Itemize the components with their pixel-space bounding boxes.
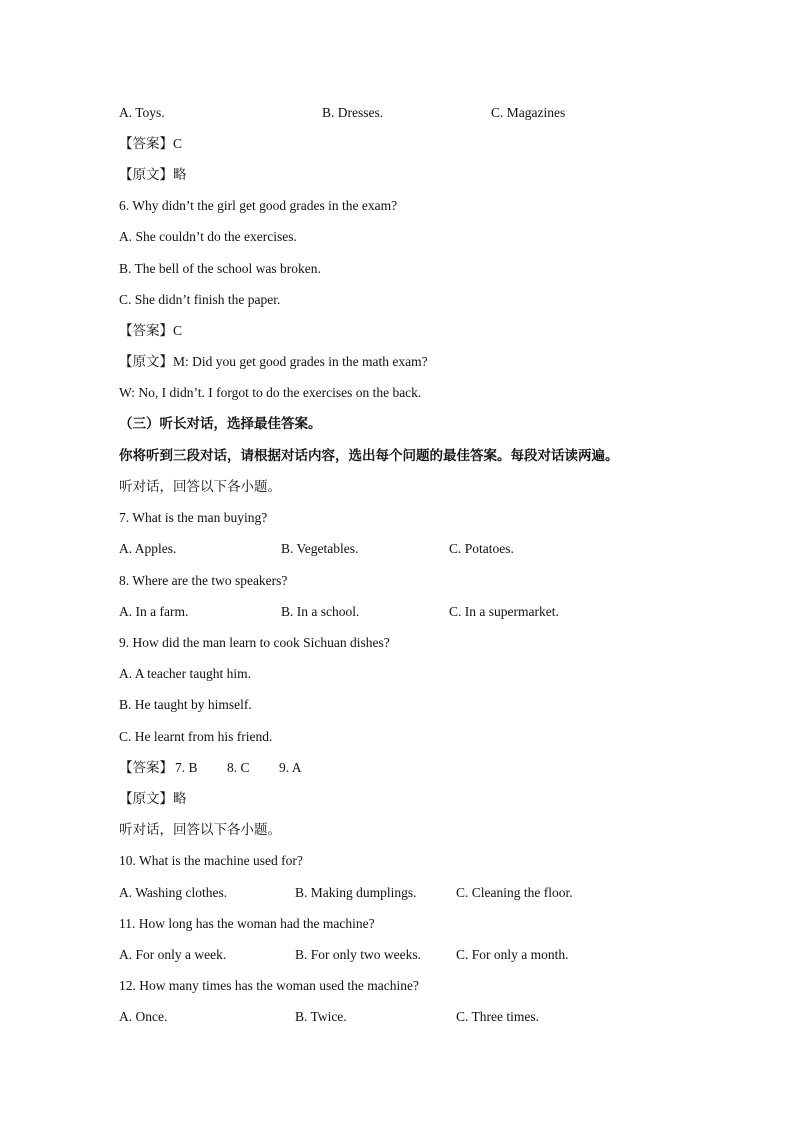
q8-option-b: B. In a school. (281, 604, 360, 619)
section3-title: （三）听长对话，选择最佳答案。 (119, 416, 322, 431)
group1-answer (119, 759, 519, 777)
q11-option-b: B. For only two weeks. (295, 947, 421, 962)
q5-answer: 【答案】C (119, 136, 183, 151)
answer-8: 8. C (227, 760, 250, 775)
q6-option-c: C. She didn’t finish the paper. (119, 292, 281, 307)
q11-option-c: C. For only a month. (456, 947, 569, 962)
q8-option-a: A. In a farm. (119, 604, 189, 619)
q11-question: 11. How long has the woman had the machine? (119, 916, 375, 931)
group1-answer-label: 【答案】 (119, 760, 173, 775)
q10-option-a: A. Washing clothes. (119, 885, 228, 900)
q10-option-c: C. Cleaning the floor. (456, 885, 573, 900)
group1-script: 【原文】略 (119, 791, 187, 806)
q9-option-c: C. He learnt from his friend. (119, 729, 273, 744)
q11-options-row (119, 946, 719, 964)
section3-instruction: 你将听到三段对话，请根据对话内容，选出每个问题的最佳答案。每段对话读两遍。 (119, 448, 619, 463)
q12-option-b: B. Twice. (295, 1009, 347, 1024)
q8-question: 8. Where are the two speakers? (119, 573, 288, 588)
group1-prompt: 听对话，回答以下各小题。 (119, 479, 281, 494)
q9-question: 9. How did the man learn to cook Sichuan dishes? (119, 635, 390, 650)
q6-script-w: W: No, I didn’t. I forgot to do the exercises on the back. (119, 385, 422, 400)
answer-7: 7. B (175, 760, 198, 775)
q6-answer: 【答案】C (119, 323, 183, 338)
q5-option-b: B. Dresses. (322, 105, 384, 120)
q5-options-row (119, 104, 719, 122)
q5-option-a: A. Toys. (119, 105, 165, 120)
q9-option-b: B. He taught by himself. (119, 697, 252, 712)
q10-option-b: B. Making dumplings. (295, 885, 417, 900)
q10-options-row (119, 884, 719, 902)
q7-question: 7. What is the man buying? (119, 510, 268, 525)
q7-option-a: A. Apples. (119, 541, 177, 556)
group2-prompt: 听对话，回答以下各小题。 (119, 822, 281, 837)
q8-option-c: C. In a supermarket. (449, 604, 559, 619)
q12-question: 12. How many times has the woman used the machine? (119, 978, 419, 993)
q7-option-b: B. Vegetables. (281, 541, 359, 556)
q12-option-c: C. Three times. (456, 1009, 539, 1024)
q10-question: 10. What is the machine used for? (119, 853, 303, 868)
q6-question: 6. Why didn’t the girl get good grades in the exam? (119, 198, 398, 213)
answer-9: 9. A (279, 760, 302, 775)
q5-option-c: C. Magazines (491, 105, 566, 120)
q6-option-a: A. She couldn’t do the exercises. (119, 229, 297, 244)
q7-options-row (119, 540, 719, 558)
q9-option-a: A. A teacher taught him. (119, 666, 251, 681)
q6-script-m: 【原文】M: Did you get good grades in the math exam? (119, 354, 428, 369)
q12-option-a: A. Once. (119, 1009, 168, 1024)
q8-options-row (119, 603, 719, 621)
q5-script: 【原文】略 (119, 167, 187, 182)
q6-option-b: B. The bell of the school was broken. (119, 261, 321, 276)
q7-option-c: C. Potatoes. (449, 541, 514, 556)
q12-options-row (119, 1008, 719, 1026)
q11-option-a: A. For only a week. (119, 947, 227, 962)
